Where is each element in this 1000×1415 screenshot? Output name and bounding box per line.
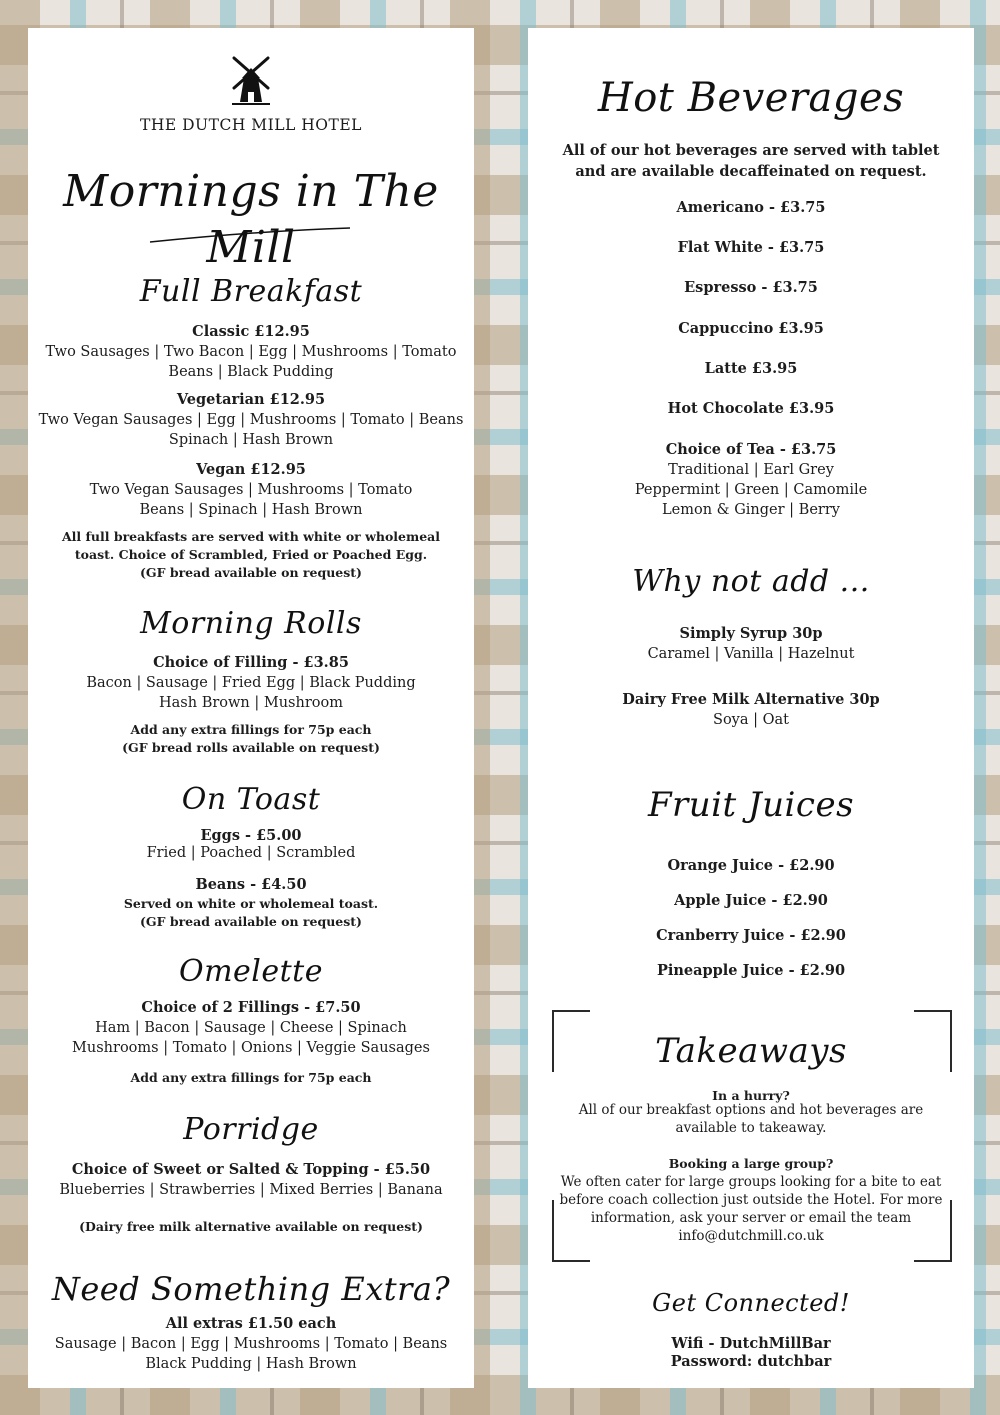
full-breakfast-heading: Full Breakfast: [139, 274, 363, 309]
milk-options: Soya | Oat: [713, 712, 789, 728]
milk-title: Dairy Free Milk Alternative 30p: [622, 691, 880, 708]
vegetarian-breakfast-title: Vegetarian £12.95: [176, 391, 326, 408]
vegetarian-breakfast-line2: Spinach | Hash Brown: [168, 432, 334, 448]
wifi-password: Password: dutchbar: [670, 1353, 832, 1370]
on-toast-note-1: Served on white or wholemeal toast.: [123, 896, 379, 911]
takeaway-hurry-title: In a hurry?: [712, 1088, 790, 1103]
vegan-breakfast-line2: Beans | Spinach | Hash Brown: [139, 502, 363, 518]
morning-rolls-note-2: (GF bread rolls available on request): [122, 740, 380, 755]
porridge-line1: Blueberries | Strawberries | Mixed Berries | Banana: [59, 1182, 443, 1198]
omelette-heading: Omelette: [178, 954, 323, 989]
takeaway-group-line1: We often cater for large groups looking for a bite to eat: [560, 1174, 942, 1190]
takeaway-group-line2: before coach collection just outside the Hotel. For more: [559, 1192, 943, 1208]
juice-item: Cranberry Juice - £2.90: [656, 927, 846, 944]
takeaway-hurry-line1: All of our breakfast options and hot beverages are: [578, 1102, 924, 1118]
juice-item: Pineapple Juice - £2.90: [656, 962, 846, 979]
morning-rolls-line2: Hash Brown | Mushroom: [159, 695, 343, 711]
vegan-breakfast-title: Vegan £12.95: [196, 461, 306, 478]
beverage-item: Hot Chocolate £3.95: [667, 400, 835, 417]
hot-beverages-heading: Hot Beverages: [597, 75, 905, 121]
vegetarian-breakfast-line1: Two Vegan Sausages | Egg | Mushrooms | Tomato | Beans: [38, 412, 464, 428]
extras-heading: Need Something Extra?: [51, 1270, 451, 1308]
beverage-item: Flat White - £3.75: [677, 239, 825, 256]
juice-item: Orange Juice - £2.90: [667, 857, 835, 874]
syrup-title: Simply Syrup 30p: [679, 625, 823, 642]
on-toast-note-2: (GF bread available on request): [140, 914, 362, 929]
breakfast-note-1: All full breakfasts are served with white or wholemeal: [61, 529, 441, 544]
vegan-breakfast-line1: Two Vegan Sausages | Mushrooms | Tomato: [89, 482, 413, 498]
hotel-logo: [28, 52, 474, 112]
beverage-item: Latte £3.95: [704, 360, 798, 377]
porridge-note: (Dairy free milk alternative available on request): [79, 1219, 423, 1234]
menu-title: Mornings in The Mill: [63, 166, 439, 273]
hotel-name: THE DUTCH MILL HOTEL: [140, 116, 362, 134]
classic-breakfast-line2: Beans | Black Pudding: [168, 364, 334, 380]
tea-line3: Lemon & Ginger | Berry: [662, 502, 840, 518]
breakfast-note-2: toast. Choice of Scrambled, Fried or Poached Egg.: [74, 547, 428, 562]
tea-line1: Traditional | Earl Grey: [668, 462, 834, 478]
beverage-item: Americano - £3.75: [676, 199, 826, 216]
morning-rolls-note-1: Add any extra fillings for 75p each: [130, 722, 372, 737]
takeaways-heading: Takeaways: [655, 1031, 847, 1071]
beverage-item: Cappuccino £3.95: [678, 320, 824, 337]
wifi-name: Wifi - DutchMillBar: [671, 1335, 831, 1352]
morning-rolls-line1: Bacon | Sausage | Fried Egg | Black Pudding: [86, 675, 416, 691]
porridge-title: Choice of Sweet or Salted & Topping - £5.50: [71, 1161, 431, 1178]
on-toast-heading: On Toast: [181, 782, 321, 817]
beans-on-toast-title: Beans - £4.50: [195, 876, 307, 893]
extras-line2: Black Pudding | Hash Brown: [145, 1356, 357, 1372]
classic-breakfast-title: Classic £12.95: [192, 323, 310, 340]
takeaway-hurry-line2: available to takeaway.: [675, 1120, 827, 1136]
get-connected-heading: Get Connected!: [652, 1289, 850, 1317]
tea-line2: Peppermint | Green | Camomile: [634, 482, 868, 498]
extras-title: All extras £1.50 each: [165, 1315, 337, 1332]
classic-breakfast-line1: Two Sausages | Two Bacon | Egg | Mushrooms | Tomato: [45, 344, 457, 360]
juice-item: Apple Juice - £2.90: [674, 892, 828, 909]
takeaway-group-title: Booking a large group?: [668, 1156, 834, 1171]
omelette-line2: Mushrooms | Tomato | Onions | Veggie Sausages: [72, 1040, 430, 1056]
porridge-heading: Porridge: [183, 1112, 319, 1147]
left-menu-panel: [28, 28, 474, 1388]
takeaway-group-line3: information, ask your server or email the team: [590, 1210, 912, 1226]
beverage-item: Espresso - £3.75: [684, 279, 818, 296]
tea-title: Choice of Tea - £3.75: [665, 441, 837, 458]
omelette-title: Choice of 2 Fillings - £7.50: [141, 999, 361, 1016]
morning-rolls-title: Choice of Filling - £3.85: [153, 654, 349, 671]
windmill-icon: [226, 52, 276, 108]
title-underline: [28, 224, 474, 248]
breakfast-note-3: (GF bread available on request): [140, 565, 362, 580]
omelette-line1: Ham | Bacon | Sausage | Cheese | Spinach: [95, 1020, 407, 1036]
takeaway-email-link[interactable]: info@dutchmill.co.uk: [678, 1228, 824, 1244]
eggs-on-toast-options: Fried | Poached | Scrambled: [146, 845, 356, 861]
beverages-intro-2: and are available decaffeinated on request.: [575, 163, 927, 180]
beverages-intro-1: All of our hot beverages are served with tablet: [562, 142, 940, 159]
why-not-add-heading: Why not add ...: [632, 564, 870, 599]
eggs-on-toast-title: Eggs - £5.00: [200, 827, 302, 844]
extras-line1: Sausage | Bacon | Egg | Mushrooms | Tomato | Beans: [54, 1336, 448, 1352]
omelette-note: Add any extra fillings for 75p each: [130, 1070, 372, 1085]
morning-rolls-heading: Morning Rolls: [140, 606, 362, 641]
syrup-options: Caramel | Vanilla | Hazelnut: [647, 646, 855, 662]
right-menu-panel: [528, 28, 974, 1388]
fruit-juices-heading: Fruit Juices: [647, 785, 855, 825]
